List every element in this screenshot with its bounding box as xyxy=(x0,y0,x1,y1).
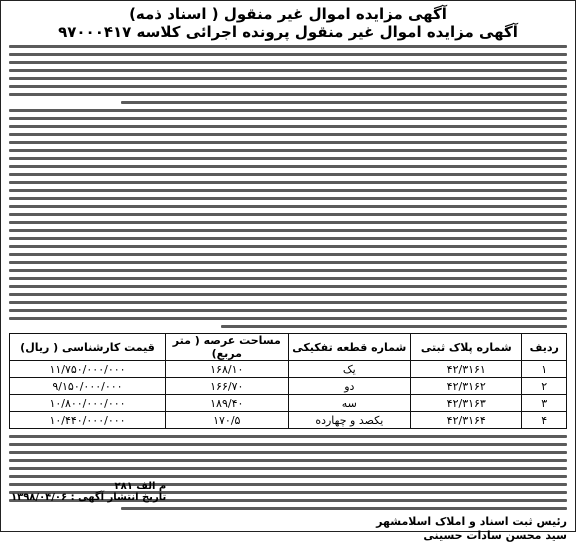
row-number-cell: ۲ xyxy=(522,378,567,395)
table-row xyxy=(10,395,567,412)
notice-subtitle: آگهی مزایده اموال غیر منقول پرونده اجرائی کلاسه ۹۷۰۰۰۴۱۷ xyxy=(58,23,518,41)
table-header-row xyxy=(10,334,567,361)
section-number-cell: سه xyxy=(288,395,411,412)
area-cell: ۱۸۹/۴۰ xyxy=(166,395,289,412)
notice-title: آگهی مزایده اموال غیر منقول ( اسناد ذمه) xyxy=(129,5,447,23)
column-header-section-number: شماره قطعه تفکیکی xyxy=(288,334,411,361)
notice-code: م الف ۲۸۱ xyxy=(114,481,167,492)
column-header-area: مساحت عرصه ( متر مربع) xyxy=(166,334,289,361)
column-header-plate-number: شماره پلاک ثبتی xyxy=(411,334,522,361)
plate-number-cell: ۴۲/۳۱۶۳ xyxy=(411,395,522,412)
section-number-cell: یک xyxy=(288,361,411,378)
price-cell: ۱۰/۸۰۰/۰۰۰/۰۰۰ xyxy=(10,395,166,412)
plate-number-cell: ۴۲/۳۱۶۴ xyxy=(411,412,522,429)
signature-name: سید محسن سادات حسینی xyxy=(423,529,567,542)
column-header-appraised-price: قیمت کارشناسی ( ریال) xyxy=(10,334,166,361)
publication-info xyxy=(11,481,166,503)
row-number-cell: ۳ xyxy=(522,395,567,412)
area-cell: ۱۶۸/۱۰ xyxy=(166,361,289,378)
area-cell: ۱۶۶/۷۰ xyxy=(166,378,289,395)
area-cell: ۱۷۰/۵ xyxy=(166,412,289,429)
table-row xyxy=(10,412,567,429)
price-cell: ۹/۱۵۰/۰۰۰/۰۰۰ xyxy=(10,378,166,395)
plate-number-cell: ۴۲/۳۱۶۱ xyxy=(411,361,522,378)
row-number-cell: ۱ xyxy=(522,361,567,378)
price-cell: ۱۰/۴۴۰/۰۰۰/۰۰۰ xyxy=(10,412,166,429)
body-paragraph-1 xyxy=(9,45,567,104)
plate-number-cell: ۴۲/۳۱۶۲ xyxy=(411,378,522,395)
row-number-cell: ۴ xyxy=(522,412,567,429)
table-row xyxy=(10,361,567,378)
price-cell: ۱۱/۷۵۰/۰۰۰/۰۰۰ xyxy=(10,361,166,378)
column-header-row-number: ردیف xyxy=(522,334,567,361)
signature-block xyxy=(9,515,567,543)
section-number-cell: یکصد و چهارده xyxy=(288,412,411,429)
body-paragraph-2 xyxy=(9,109,567,328)
table-row xyxy=(10,378,567,395)
property-table xyxy=(9,333,567,429)
section-number-cell: دو xyxy=(288,378,411,395)
publication-date: تاریخ انتشار آگهی : ۱۳۹۸/۰۴/۰۶ xyxy=(11,492,167,503)
signature-title: رئیس ثبت اسناد و املاک اسلامشهر xyxy=(376,515,567,528)
